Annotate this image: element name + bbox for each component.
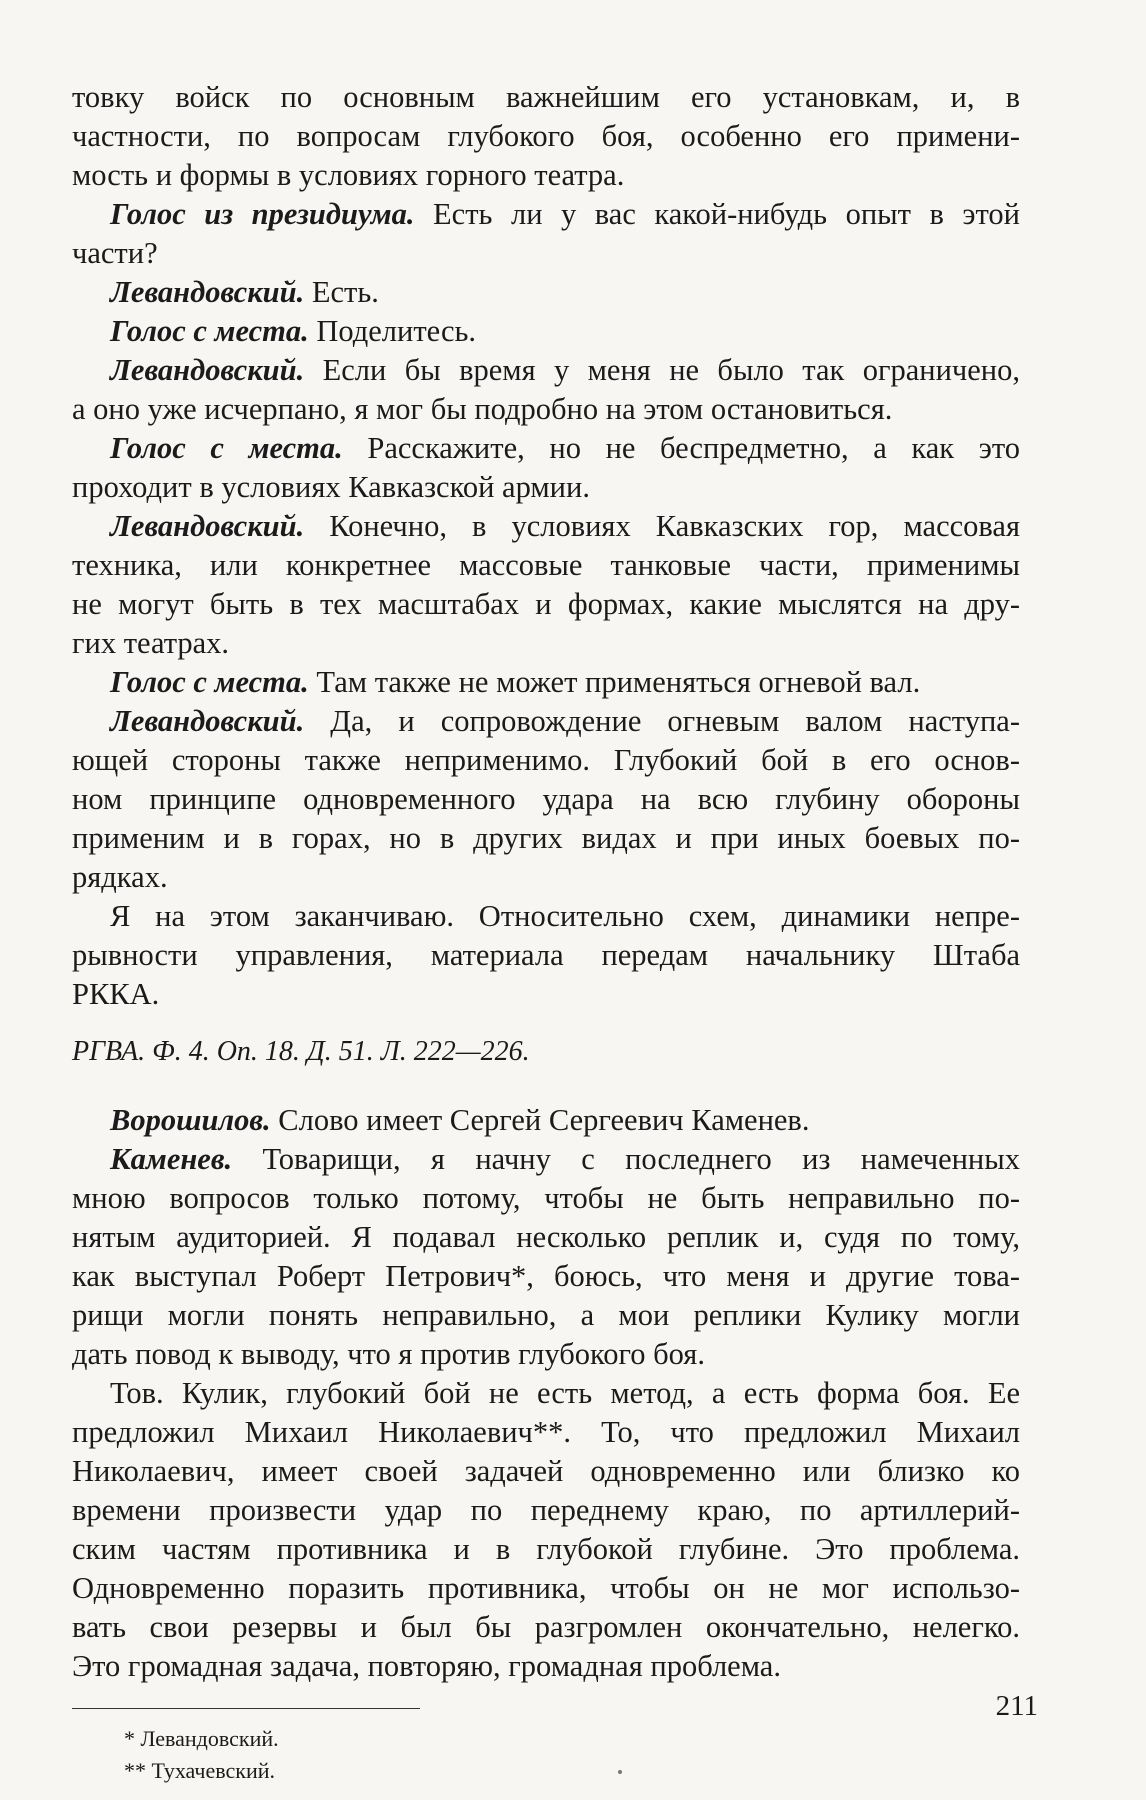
text-line: части? bbox=[72, 236, 158, 270]
speaker-name: Левандовский. bbox=[110, 275, 305, 309]
speaker-line: Левандовский. Да, и сопровождение огневым валом наступа- bbox=[110, 704, 1020, 738]
speaker-name: Голос с места. bbox=[110, 665, 309, 699]
text-line: рывности управления, материала передам начальнику Штаба bbox=[72, 938, 1020, 972]
text-line: мость и формы в условиях горного театра. bbox=[72, 158, 625, 192]
text-line: Николаевич, имеет своей задачей одновременно или близко ко bbox=[72, 1454, 1020, 1488]
speaker-name: Голос с места. bbox=[110, 431, 343, 465]
speaker-line: Каменев. Товарищи, я начну с последнего из намеченных bbox=[110, 1142, 1020, 1176]
text-line: товку войск по основным важнейшим его установкам, и, в bbox=[72, 80, 1020, 114]
speaker-line: Левандовский. Конечно, в условиях Кавказских гор, массовая bbox=[110, 509, 1020, 543]
footnote: ** Тухачевский. bbox=[124, 1758, 276, 1783]
speaker-line: Голос из президиума. Есть ли у вас какой-нибудь опыт в этой bbox=[110, 197, 1020, 231]
speaker-name: Голос из президиума. bbox=[110, 197, 415, 231]
speaker-name: Ворошилов. bbox=[110, 1103, 271, 1137]
text-line: гих театрах. bbox=[72, 626, 230, 660]
page-body bbox=[72, 78, 1020, 1787]
text-line: а оно уже исчерпано, я мог бы подробно на этом остановиться. bbox=[72, 392, 893, 426]
speaker-line: Голос с места. Расскажите, но не беспредметно, а как это bbox=[110, 431, 1021, 465]
text-line: рищи могли понять неправильно, а мои реплики Кулику могли bbox=[72, 1298, 1020, 1332]
text-line: не могут быть в тех масштабах и формах, какие мыслятся на дру- bbox=[72, 587, 1020, 621]
text-line: мною вопросов только потому, чтобы не быть неправильно по- bbox=[72, 1181, 1020, 1215]
text-line: Это громадная задача, повторяю, громадная проблема. bbox=[72, 1649, 781, 1683]
text-line: Одновременно поразить противника, чтобы он не мог использо- bbox=[72, 1571, 1020, 1605]
text-line: Тов. Кулик, глубокий бой не есть метод, а есть форма боя. Ее bbox=[110, 1376, 1020, 1410]
text-line: рядках. bbox=[72, 860, 168, 894]
text-line: проходит в условиях Кавказской армии. bbox=[72, 470, 590, 504]
text-line: применим и в горах, но в других видах и при иных боевых по- bbox=[72, 821, 1020, 855]
text-line: времени произвести удар по переднему краю, по артиллерий- bbox=[72, 1493, 1020, 1527]
text-line: РККА. bbox=[72, 977, 160, 1011]
text-line: частности, по вопросам глубокого боя, особенно его примени- bbox=[72, 119, 1020, 153]
text-line: ющей стороны также неприменимо. Глубокий бой в его основ- bbox=[72, 743, 1020, 777]
speaker-name: Каменев. bbox=[110, 1142, 233, 1176]
text-line: техника, или конкретнее массовые танковые части, применимы bbox=[72, 548, 1020, 582]
text-line: вать свои резервы и был бы разгромлен окончательно, нелегко. bbox=[72, 1610, 1020, 1644]
speaker-line: Голос с места. Поделитесь. bbox=[110, 314, 477, 348]
text-line: Я на этом заканчиваю. Относительно схем, динамики непре- bbox=[110, 899, 1020, 933]
speaker-line: Ворошилов. Слово имеет Сергей Сергеевич Каменев. bbox=[110, 1103, 810, 1137]
speaker-name: Левандовский. bbox=[110, 353, 305, 387]
speaker-line: Голос с места. Там также не может применяться огневой вал. bbox=[110, 665, 921, 699]
text-line: дать повод к выводу, что я против глубокого боя. bbox=[72, 1337, 705, 1371]
speaker-name: Голос с места. bbox=[110, 314, 309, 348]
text-line: нятым аудиторией. Я подавал несколько реплик и, судя по тому, bbox=[72, 1220, 1020, 1254]
archive-reference: РГВА. Ф. 4. Оп. 18. Д. 51. Л. 222—226. bbox=[72, 1036, 530, 1067]
footnote: * Левандовский. bbox=[124, 1726, 279, 1751]
speaker-line: Левандовский. Если бы время у меня не было так ограничено, bbox=[110, 353, 1020, 387]
speaker-name: Левандовский. bbox=[110, 704, 305, 738]
print-speck bbox=[618, 1770, 622, 1774]
footnote-divider bbox=[72, 1708, 420, 1709]
page-number: 211 bbox=[995, 1690, 1038, 1722]
text-line: ским частям противника и в глубокой глубине. Это проблема. bbox=[72, 1532, 1020, 1566]
speaker-line: Левандовский. Есть. bbox=[110, 275, 379, 309]
speaker-name: Левандовский. bbox=[110, 509, 305, 543]
text-line: предложил Михаил Николаевич**. То, что предложил Михаил bbox=[72, 1415, 1020, 1449]
text-line: ном принципе одновременного удара на всю глубину обороны bbox=[72, 782, 1020, 816]
text-line: как выступал Роберт Петрович*, боюсь, что меня и другие това- bbox=[72, 1259, 1020, 1293]
